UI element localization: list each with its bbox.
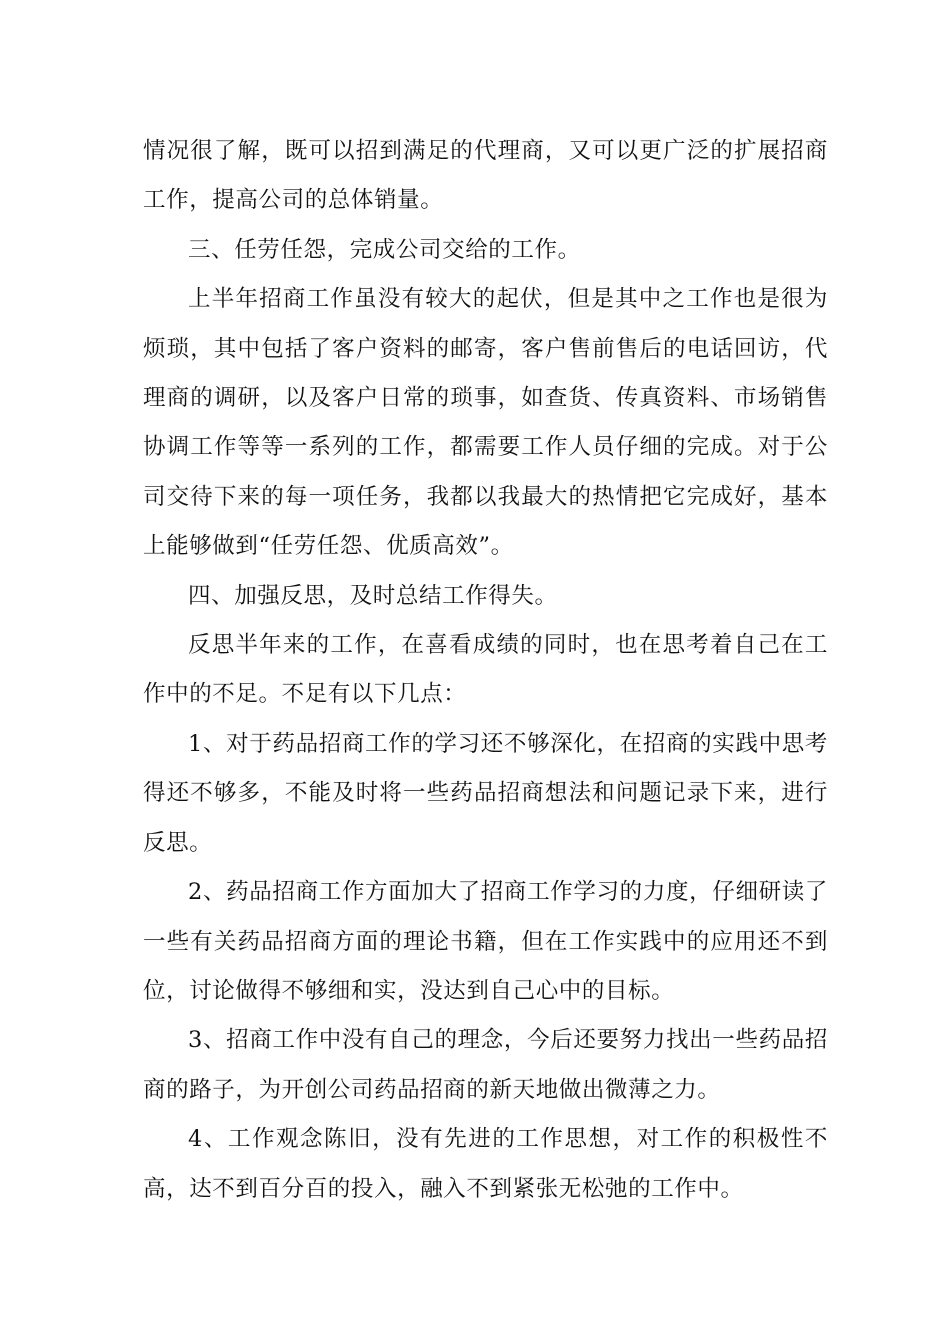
document-body (143, 127, 828, 1214)
paragraph-work-details: 上半年招商工作虽没有较大的起伏，但是其中之工作也是很为烦琐，其中包括了客户资料的邮寄，客户售前售后的电话回访，代理商的调研，以及客户日常的琐事，如查货、传真资料、市场销售协调工作等等一系列的工作，都需要工作人员仔细的完成。对于公司交待下来的每一项任务，我都以我最大的热情把它完成好，基本上能够做到“任劳任怨、优质高效”。 (143, 286, 828, 560)
list-item-4: 4、工作观念陈旧，没有先进的工作思想，对工作的积极性不高，达不到百分百的投入，融入不到紧张无松弛的工作中。 (143, 1126, 828, 1202)
section-heading-3: 三、任劳任怨，完成公司交给的工作。 (188, 236, 581, 263)
paragraph-continuation: 情况很了解，既可以招到满足的代理商，又可以更广泛的扩展招商工作，提高公司的总体销量。 (143, 138, 828, 214)
paragraph-reflection: 反思半年来的工作，在喜看成绩的同时，也在思考着自己在工作中的不足。不足有以下几点： (143, 632, 828, 708)
list-item-1: 1、对于药品招商工作的学习还不够深化，在招商的实践中思考得还不够多，不能及时将一些药品招商想法和问题记录下来，进行反思。 (143, 730, 828, 856)
list-item-2: 2、药品招商工作方面加大了招商工作学习的力度，仔细研读了一些有关药品招商方面的理论书籍，但在工作实践中的应用还不到位，讨论做得不够细和实，没达到自己心中的目标。 (143, 879, 828, 1004)
section-heading-4: 四、加强反思，及时总结工作得失。 (188, 582, 558, 609)
list-item-3: 3、招商工作中没有自己的理念，今后还要努力找出一些药品招商的路子，为开创公司药品招商的新天地做出微薄之力。 (143, 1027, 828, 1103)
